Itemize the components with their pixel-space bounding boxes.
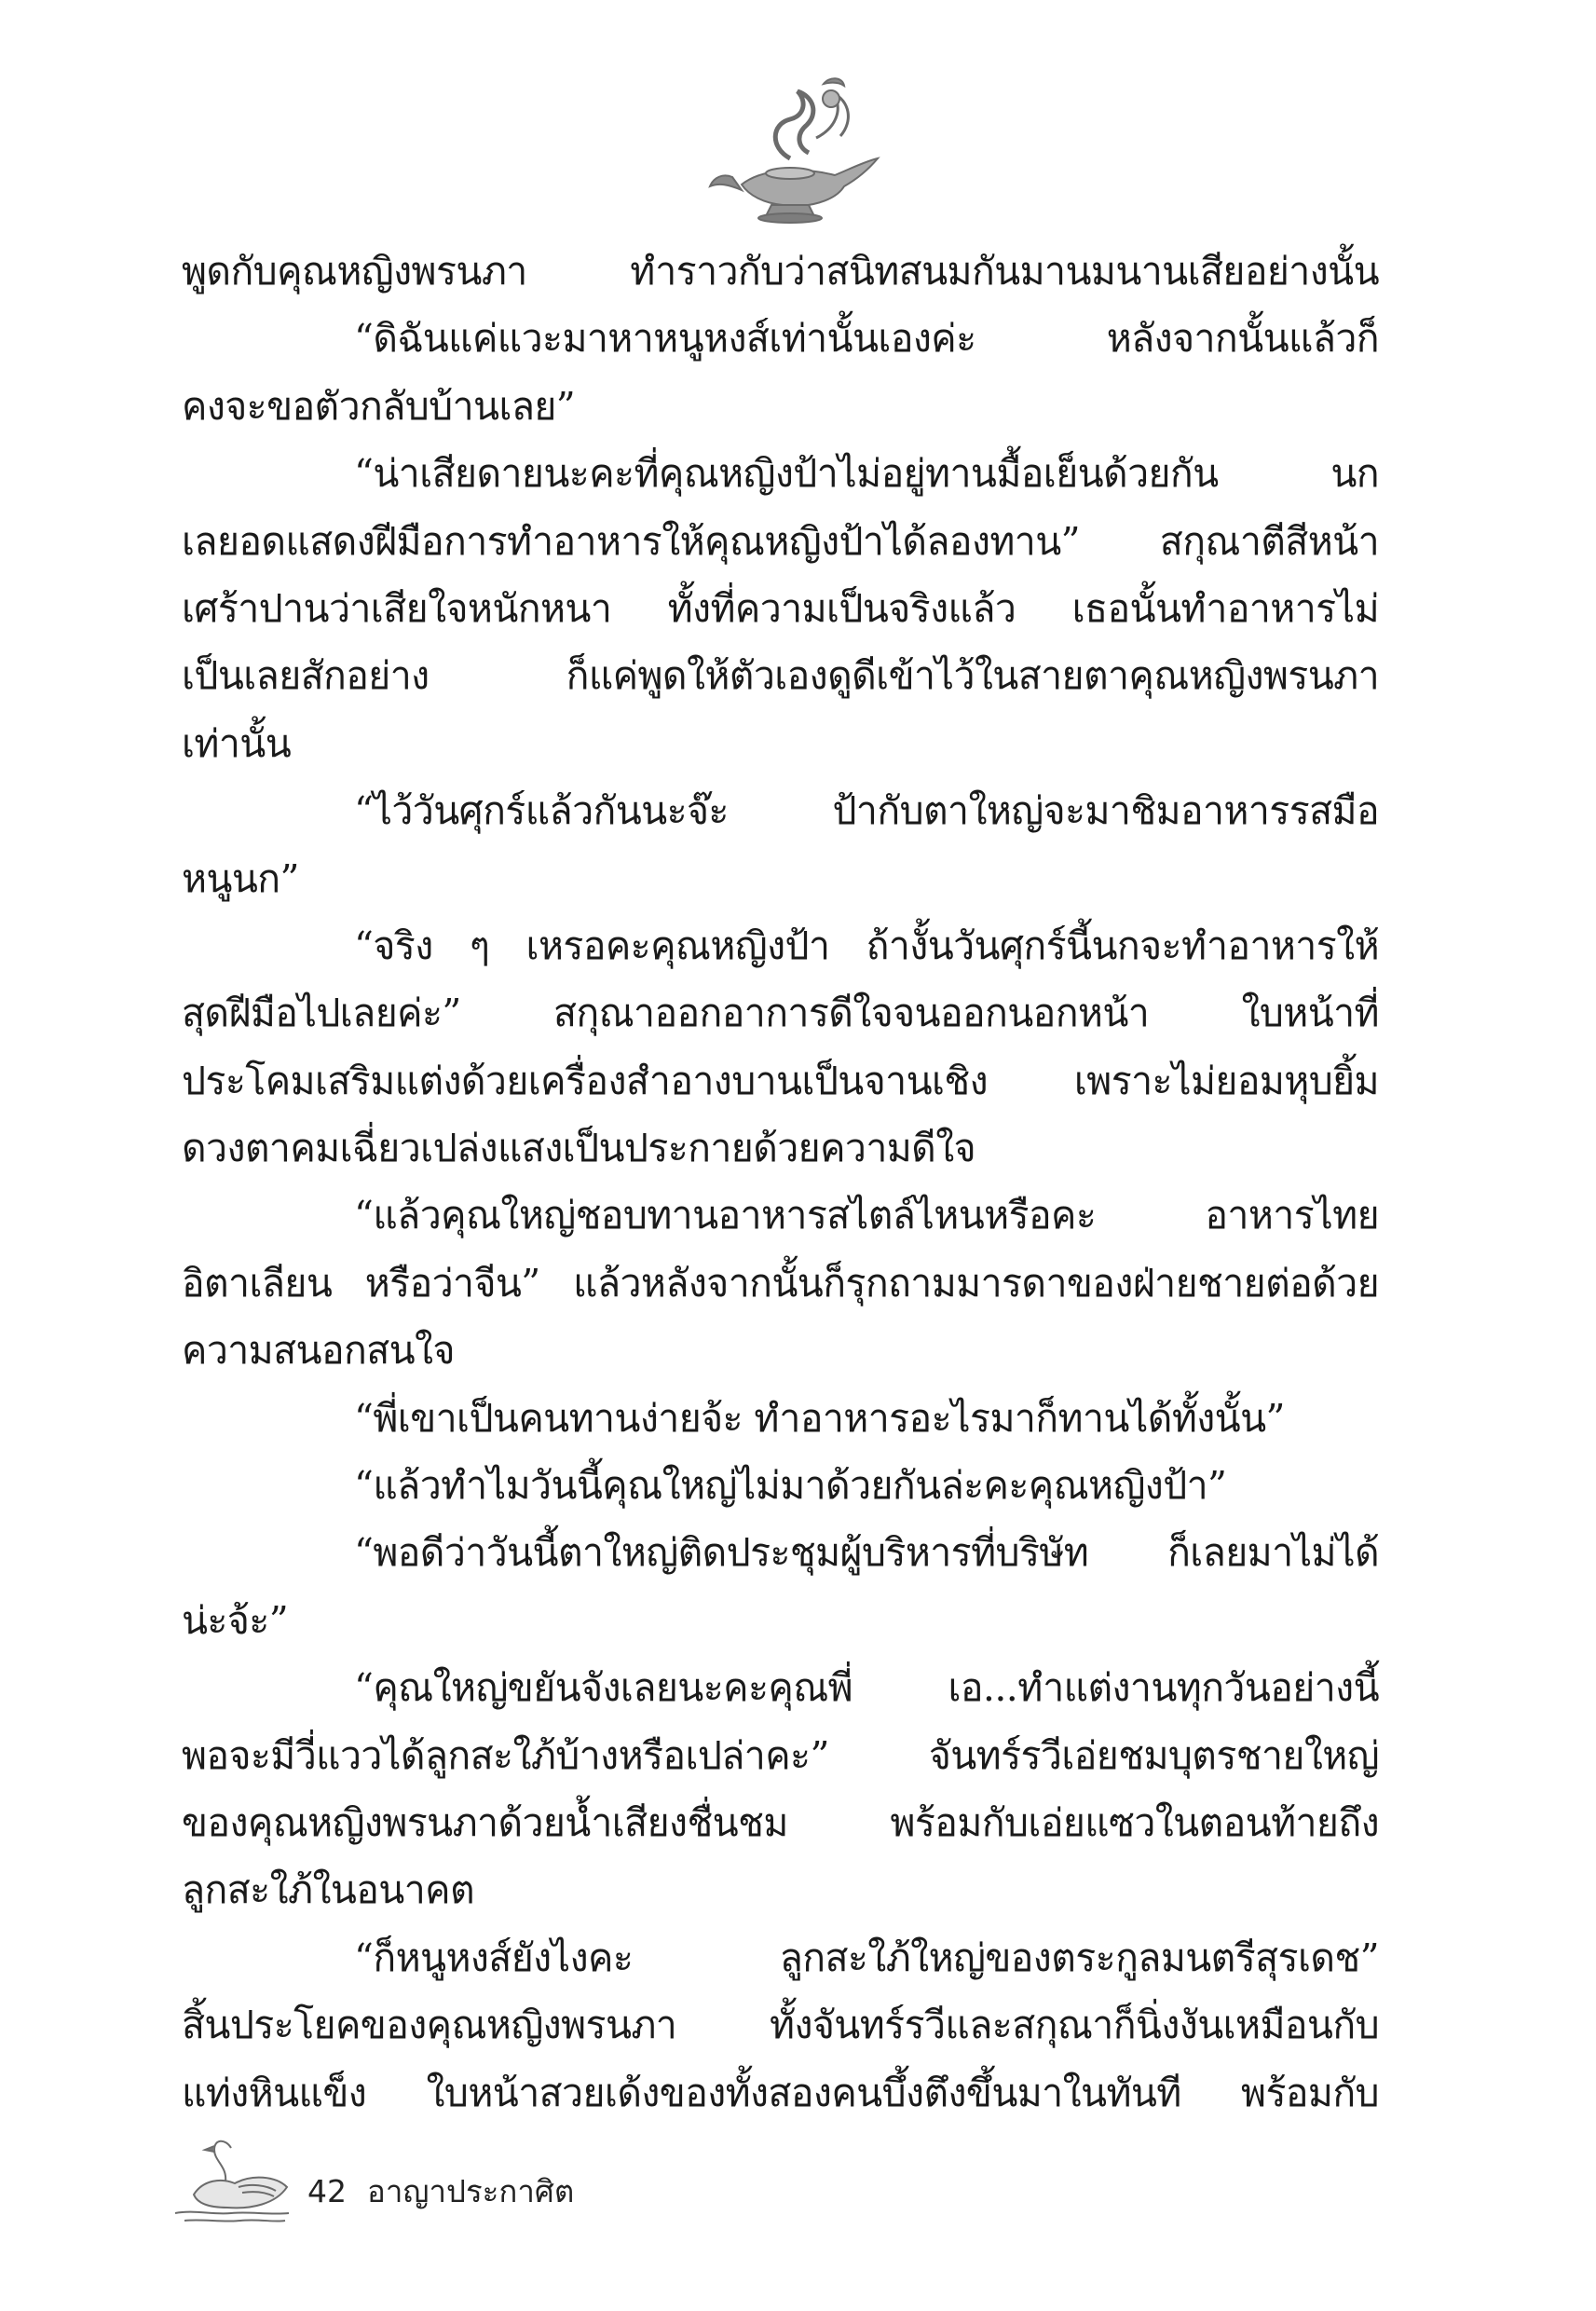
text-line: พอจะมีวี่แววได้ลูกสะใภ้บ้างหรือเปล่าคะ” จันทร์รวีเอ่ยชมบุตรชายใหญ่ (182, 1732, 1379, 1778)
text-line: แท่งหินแข็ง ใบหน้าสวยเด้งของทั้งสองคนบึ้งตึงขึ้นมาในทันที พร้อมกับ (182, 2070, 1379, 2115)
text-line: ดวงตาคมเฉี่ยวเปล่งแสงเป็นประกายด้วยความดีใจ (182, 1126, 976, 1171)
text-line: หนูนก” (182, 855, 299, 901)
text-line: เลยอดแสดงฝีมือการทำอาหารให้คุณหญิงป้าได้ลองทาน” สกุณาตีสีหน้า (182, 518, 1379, 564)
page-folio (307, 2167, 594, 2216)
page-number: 42 (307, 2173, 347, 2209)
text-line: น่ะจ้ะ” (182, 1597, 289, 1643)
book-title: อาญาประกาศิต (367, 2173, 575, 2209)
text-line: “พี่เขาเป็นคนทานง่ายจ้ะ ทำอาหารอะไรมาก็ทานได้ทั้งนั้น” (354, 1395, 1285, 1441)
text-line: “แล้วทำไมวันนี้คุณใหญ่ไม่มาด้วยกันล่ะคะคุณหญิงป้า” (354, 1463, 1227, 1509)
text-line: ความสนอกสนใจ (182, 1328, 455, 1374)
text-line: “คุณใหญ่ขยันจังเลยนะคะคุณพี่ เอ...ทำแต่งานทุกวันอย่างนี้ (354, 1665, 1379, 1711)
text-line: ของคุณหญิงพรนภาด้วยน้ำเสียงชื่นชม พร้อมกับเอ่ยแซวในตอนท้ายถึง (182, 1799, 1379, 1845)
text-line: อิตาเลียน หรือว่าจีน” แล้วหลังจากนั้นก็รุกถามมารดาของฝ่ายชายต่อด้วย (182, 1260, 1379, 1306)
text-line: “ดิฉันแค่แวะมาหาหนูหงส์เท่านั้นเองค่ะ หลังจากนั้นแล้วก็ (354, 316, 1379, 362)
page-footer (166, 2129, 818, 2241)
text-line: สิ้นประโยคของคุณหญิงพรนภา ทั้งจันทร์รวีและสกุณาก็นิ่งงันเหมือนกับ (182, 2003, 1379, 2048)
text-line: เป็นเลยสักอย่าง ก็แค่พูดให้ตัวเองดูดีเข้าไว้ในสายตาคุณหญิงพรนภา (182, 653, 1379, 699)
text-line: พูดกับคุณหญิงพรนภา ทำราวกับว่าสนิทสนมกันมานมนานเสียอย่างนั้น (182, 249, 1379, 294)
text-line: ประโคมเสริมแต่งด้วยเครื่องสำอางบานเป็นจานเชิง เพราะไม่ยอมหุบยิ้ม (182, 1058, 1379, 1103)
body-text (182, 238, 1379, 2126)
text-line: “ก็หนูหงส์ยังไงคะ ลูกสะใภ้ใหญ่ของตระกูลมนตรีสุรเดช” (354, 1935, 1379, 1980)
genie-lamp-icon (704, 73, 891, 231)
text-line: เศร้าปานว่าเสียใจหนักหนา ทั้งที่ความเป็นจริงแล้ว เธอนั้นทำอาหารไม่ (182, 585, 1379, 631)
text-line: “จริง ๆ เหรอคะคุณหญิงป้า ถ้างั้นวันศุกร์นี้นกจะทำอาหารให้ (354, 923, 1379, 968)
text-line: “น่าเสียดายนะคะที่คุณหญิงป้าไม่อยู่ทานมื้อเย็นด้วยกัน นก (354, 451, 1379, 497)
text-line: เท่านั้น (182, 720, 292, 766)
text-line: คงจะขอตัวกลับบ้านเลย” (182, 383, 576, 429)
text-line: “พอดีว่าวันนี้ตาใหญ่ติดประชุมผู้บริหารที่บริษัท ก็เลยมาไม่ได้ (354, 1530, 1379, 1576)
text-line: ลูกสะใภ้ในอนาคต (182, 1867, 475, 1913)
text-line: “ไว้วันศุกร์แล้วกันนะจ๊ะ ป้ากับตาใหญ่จะมาชิมอาหารรสมือ (354, 788, 1379, 834)
swan-icon (166, 2129, 296, 2232)
text-line: สุดฝีมือไปเลยค่ะ” สกุณาออกอาการดีใจจนออกนอกหน้า ใบหน้าที่ (182, 991, 1379, 1036)
text-line: “แล้วคุณใหญ่ชอบทานอาหารสไตล์ไหนหรือคะ อาหารไทย (354, 1193, 1379, 1238)
